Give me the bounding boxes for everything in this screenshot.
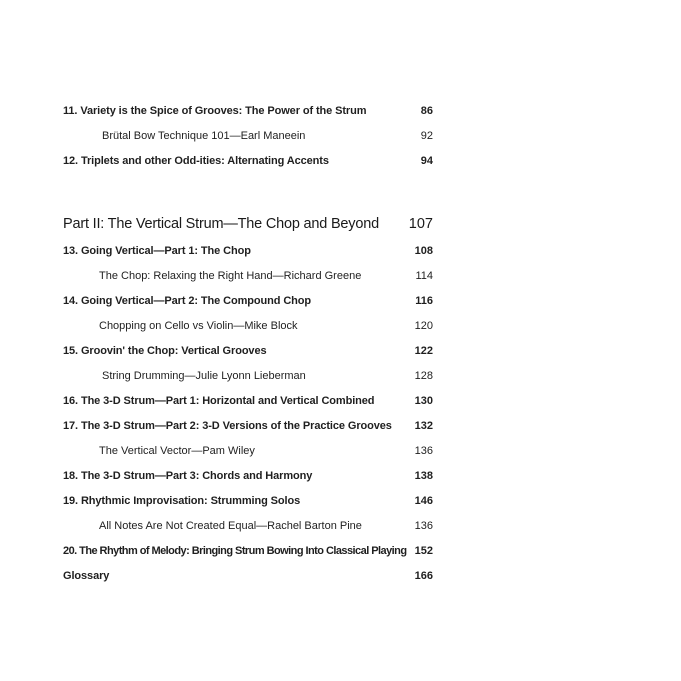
entry-page-number: 146 — [414, 495, 433, 507]
toc-entry-chapter-20 — [63, 542, 433, 560]
entry-page-number: 86 — [420, 105, 433, 117]
part-title: Part II: The Vertical Strum—The Chop and Beyond — [63, 216, 379, 232]
entry-title: 20. The Rhythm of Melody: Bringing Strum Bowing Into Classical Playing — [63, 545, 407, 557]
entry-page-number: 128 — [414, 370, 433, 382]
entry-page-number: 152 — [414, 545, 433, 557]
toc-entry-sub — [63, 127, 433, 145]
toc-entry-chapter-14 — [63, 292, 433, 310]
entry-title: Glossary — [63, 570, 110, 582]
toc-entry-chapter-19 — [63, 492, 433, 510]
entry-page-number: 92 — [420, 130, 433, 142]
entry-title: 11. Variety is the Spice of Grooves: The Power of the Strum — [63, 105, 367, 117]
entry-page-number: 166 — [414, 570, 433, 582]
entry-title: 16. The 3-D Strum—Part 1: Horizontal and Vertical Combined — [63, 395, 375, 407]
entry-title: 18. The 3-D Strum—Part 3: Chords and Harmony — [63, 470, 313, 482]
toc-entry-chapter-12 — [63, 152, 433, 170]
toc-entry-sub — [63, 267, 433, 285]
entry-page-number: 132 — [414, 420, 433, 432]
toc-entry-sub — [63, 442, 433, 460]
entry-page-number: 108 — [414, 245, 433, 257]
entry-title: 17. The 3-D Strum—Part 2: 3-D Versions of the Practice Grooves — [63, 420, 392, 432]
entry-title: String Drumming—Julie Lyonn Lieberman — [102, 370, 306, 382]
toc-entry-sub — [63, 317, 433, 335]
entry-title: Chopping on Cello vs Violin—Mike Block — [99, 320, 298, 332]
entry-title: 13. Going Vertical—Part 1: The Chop — [63, 245, 251, 257]
toc-entry-sub — [63, 367, 433, 385]
toc-entry-chapter-16 — [63, 392, 433, 410]
toc-entry-chapter-11 — [63, 102, 433, 120]
entry-title: The Vertical Vector—Pam Wiley — [99, 445, 255, 457]
part-page-number: 107 — [408, 216, 433, 232]
entry-title: 14. Going Vertical—Part 2: The Compound Chop — [63, 295, 312, 307]
entry-page-number: 122 — [414, 345, 433, 357]
entry-page-number: 130 — [414, 395, 433, 407]
toc-entry-chapter-17 — [63, 417, 433, 435]
entry-page-number: 136 — [414, 520, 433, 532]
entry-page-number: 94 — [420, 155, 433, 167]
entry-page-number: 136 — [414, 445, 433, 457]
entry-page-number: 120 — [414, 320, 433, 332]
entry-title: The Chop: Relaxing the Right Hand—Richard Greene — [99, 270, 362, 282]
toc-part-heading — [63, 212, 433, 236]
entry-page-number: 138 — [414, 470, 433, 482]
entry-title: 12. Triplets and other Odd-ities: Alternating Accents — [63, 155, 329, 167]
toc-entry-sub — [63, 517, 433, 535]
entry-page-number: 114 — [415, 270, 433, 282]
toc-entry-chapter-18 — [63, 467, 433, 485]
toc-entry-chapter-13 — [63, 242, 433, 260]
entry-title: Brütal Bow Technique 101—Earl Maneein — [102, 130, 306, 142]
toc-entry-chapter-15 — [63, 342, 433, 360]
entry-title: All Notes Are Not Created Equal—Rachel Barton Pine — [99, 520, 362, 532]
entry-title: 15. Groovin' the Chop: Vertical Grooves — [63, 345, 267, 357]
entry-title: 19. Rhythmic Improvisation: Strumming Solos — [63, 495, 301, 507]
entry-page-number: 116 — [415, 295, 433, 307]
toc-entry-glossary — [63, 567, 433, 585]
